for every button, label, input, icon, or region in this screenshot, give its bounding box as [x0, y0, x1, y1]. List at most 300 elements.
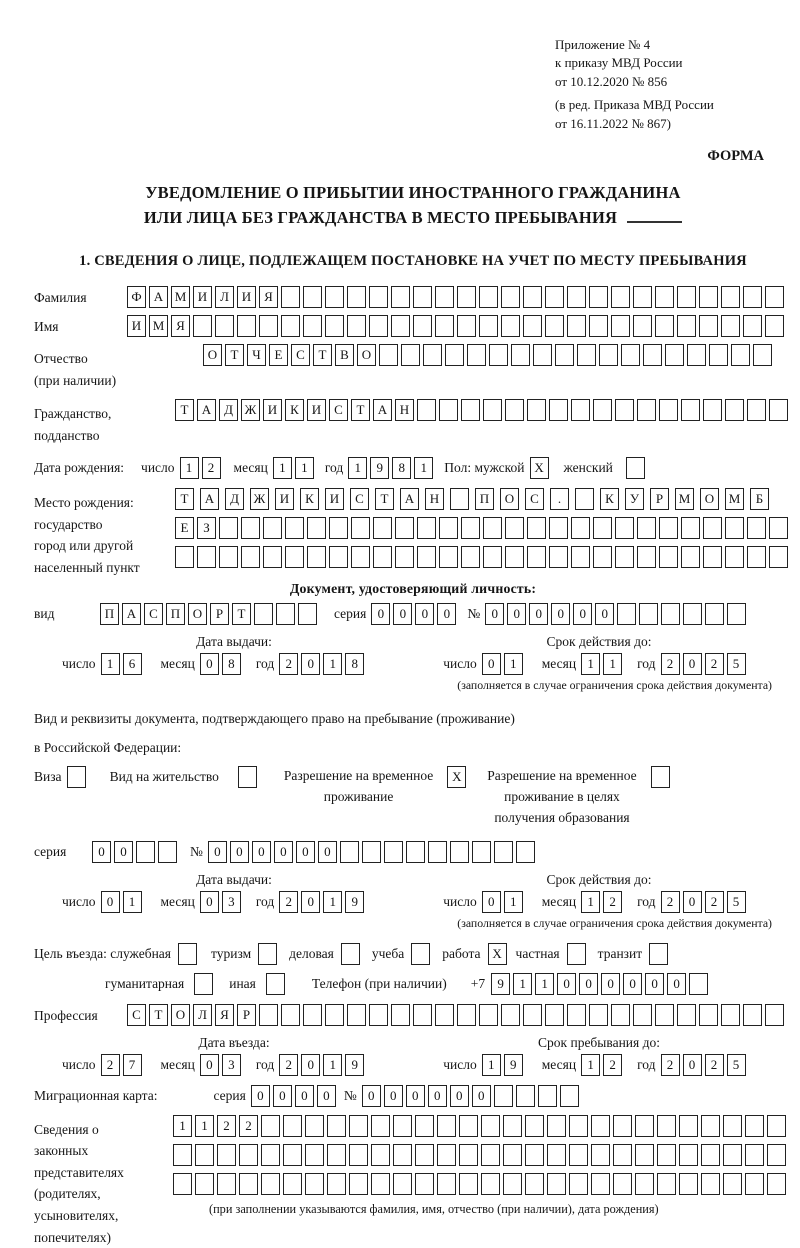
char-cell: А — [122, 603, 141, 625]
char-cell — [327, 1173, 346, 1195]
char-cell: 0 — [296, 841, 315, 863]
annex-note-line: (в ред. Приказа МВД России — [555, 97, 714, 113]
char-cell: 0 — [230, 841, 249, 863]
annex-line: от 10.12.2020 № 856 — [555, 73, 668, 89]
purpose-transit-label: транзит — [597, 945, 643, 961]
char-cell: 9 — [370, 457, 389, 479]
char-cell — [753, 344, 772, 366]
visa-label: Виза — [34, 768, 62, 784]
month-label: месяц — [541, 1056, 577, 1072]
char-cell: О — [203, 344, 222, 366]
representatives-label-line4: (родителях, — [34, 1186, 101, 1202]
char-cell — [523, 315, 542, 337]
char-cell: X — [488, 943, 507, 965]
char-cell — [298, 603, 317, 625]
permit-issue-day-cells — [101, 891, 145, 913]
form-title-line2: ИЛИ ЛИЦА БЕЗ ГРАЖДАНСТВА В МЕСТО ПРЕБЫВАНИЯ — [143, 208, 618, 228]
char-cell — [615, 546, 634, 568]
permit-valid-day-group — [443, 891, 526, 913]
char-cell — [569, 1144, 588, 1166]
char-cell — [351, 546, 370, 568]
char-cell — [349, 1115, 368, 1137]
char-cell — [325, 286, 344, 308]
doc-dates-row — [34, 653, 792, 675]
char-cell: Ж — [250, 488, 269, 510]
char-cell — [489, 344, 508, 366]
char-cell — [406, 841, 425, 863]
doc-issue-day-cells — [101, 653, 145, 675]
permit-paragraph — [34, 705, 792, 762]
purpose-other-checkbox — [266, 973, 288, 995]
char-cell: И — [325, 488, 344, 510]
char-cell — [307, 517, 326, 539]
sex-male-checkbox — [530, 457, 552, 479]
char-cell — [371, 1144, 390, 1166]
char-cell — [461, 399, 480, 421]
purpose-row2 — [105, 973, 792, 995]
year-label: год — [255, 656, 275, 672]
day-label: число — [141, 459, 175, 475]
char-cell — [325, 315, 344, 337]
char-cell: Р — [650, 488, 669, 510]
entry-dates-row — [34, 1054, 792, 1076]
birth-month-cells — [273, 457, 317, 479]
char-cell — [415, 1144, 434, 1166]
char-cell — [639, 603, 658, 625]
char-cell: 0 — [573, 603, 592, 625]
char-cell: И — [307, 399, 326, 421]
form-title — [34, 181, 792, 231]
char-cell: 5 — [727, 1054, 746, 1076]
char-cell: 2 — [101, 1054, 120, 1076]
char-cell — [341, 943, 360, 965]
char-cell — [525, 1144, 544, 1166]
permit-issue-year-group — [256, 891, 367, 913]
char-cell: К — [300, 488, 319, 510]
day-label: число — [62, 893, 96, 909]
char-cell: 2 — [603, 1054, 622, 1076]
char-cell: 0 — [507, 603, 526, 625]
char-cell — [428, 841, 447, 863]
char-cell — [505, 399, 524, 421]
citizenship-label-line2: подданство — [34, 427, 100, 443]
char-cell — [743, 286, 762, 308]
char-cell — [657, 1173, 676, 1195]
char-cell — [765, 1004, 784, 1026]
char-cell: С — [127, 1004, 146, 1026]
char-cell: К — [285, 399, 304, 421]
char-cell — [613, 1173, 632, 1195]
temp-education-label-line3: получения образования — [494, 809, 630, 825]
char-cell: 0 — [208, 841, 227, 863]
char-cell: 0 — [450, 1085, 469, 1107]
purpose-row — [34, 943, 792, 965]
doc-valid-year-cells — [661, 653, 749, 675]
form-title-line1: УВЕДОМЛЕНИЕ О ПРИБЫТИИ ИНОСТРАННОГО ГРАЖДАНИНА — [145, 183, 681, 203]
char-cell — [549, 517, 568, 539]
char-cell — [459, 1173, 478, 1195]
char-cell — [439, 517, 458, 539]
char-cell: 0 — [318, 841, 337, 863]
char-cell: 0 — [92, 841, 111, 863]
char-cell: 1 — [581, 1054, 600, 1076]
birth-place-label-line1: Место рождения: — [34, 494, 134, 510]
permit-valid-until-label: Срок действия до: — [546, 871, 652, 887]
migration-card-row — [34, 1085, 792, 1107]
char-cell — [659, 399, 678, 421]
phone-prefix: +7 — [470, 975, 486, 991]
stay-day-group — [443, 1054, 526, 1076]
char-cell — [391, 1004, 410, 1026]
char-cell — [175, 546, 194, 568]
birth-place-row1-cells — [175, 488, 791, 510]
year-label: год — [324, 459, 344, 475]
char-cell — [575, 488, 594, 510]
char-cell — [665, 344, 684, 366]
char-cell — [687, 344, 706, 366]
char-cell — [459, 1144, 478, 1166]
char-cell — [391, 315, 410, 337]
char-cell: 0 — [301, 653, 320, 675]
residence-permit-checkbox — [238, 766, 260, 788]
stay-day-cells — [482, 1054, 526, 1076]
surname-label: Фамилия — [34, 289, 87, 305]
birth-day-cells — [180, 457, 224, 479]
char-cell: 0 — [406, 1085, 425, 1107]
permit-issue-year-cells — [279, 891, 367, 913]
purpose-tourism-checkbox — [258, 943, 280, 965]
char-cell: Л — [215, 286, 234, 308]
birth-place-block — [34, 488, 792, 579]
char-cell: X — [530, 457, 549, 479]
char-cell — [635, 1115, 654, 1137]
permit-dates-row — [34, 891, 792, 913]
char-cell — [347, 1004, 366, 1026]
permit-issue-day-group — [62, 891, 145, 913]
char-cell: 0 — [301, 1054, 320, 1076]
char-cell: Я — [215, 1004, 234, 1026]
purpose-business-checkbox — [341, 943, 363, 965]
char-cell: 2 — [705, 653, 724, 675]
char-cell — [347, 315, 366, 337]
char-cell: М — [725, 488, 744, 510]
char-cell: 0 — [595, 603, 614, 625]
char-cell — [538, 1085, 557, 1107]
char-cell: 5 — [727, 653, 746, 675]
mig-number-cells — [362, 1085, 582, 1107]
char-cell — [261, 1115, 280, 1137]
char-cell: Р — [237, 1004, 256, 1026]
char-cell — [259, 1004, 278, 1026]
char-cell — [158, 841, 177, 863]
char-cell — [571, 399, 590, 421]
permit-valid-year-group — [637, 891, 748, 913]
char-cell: 0 — [114, 841, 133, 863]
char-cell — [197, 546, 216, 568]
char-cell: Т — [149, 1004, 168, 1026]
char-cell — [626, 457, 645, 479]
annex-line: к приказу МВД России — [555, 55, 683, 71]
char-cell: А — [149, 286, 168, 308]
char-cell — [258, 943, 277, 965]
char-cell — [555, 344, 574, 366]
char-cell — [307, 546, 326, 568]
month-label: месяц — [233, 459, 268, 475]
birth-year-cells — [348, 457, 436, 479]
char-cell: Н — [395, 399, 414, 421]
char-cell: 0 — [623, 973, 642, 995]
char-cell — [621, 344, 640, 366]
doc-kind-cells — [100, 603, 320, 625]
char-cell — [450, 841, 469, 863]
char-cell — [417, 399, 436, 421]
char-cell: Т — [313, 344, 332, 366]
char-cell — [303, 315, 322, 337]
char-cell: 9 — [345, 1054, 364, 1076]
char-cell — [527, 517, 546, 539]
char-cell — [699, 315, 718, 337]
char-cell — [699, 1004, 718, 1026]
char-cell — [281, 286, 300, 308]
char-cell: О — [357, 344, 376, 366]
char-cell — [593, 517, 612, 539]
char-cell — [238, 766, 257, 788]
char-cell: 8 — [222, 653, 241, 675]
char-cell — [593, 399, 612, 421]
char-cell: С — [329, 399, 348, 421]
char-cell: И — [237, 286, 256, 308]
char-cell — [461, 517, 480, 539]
char-cell: 0 — [472, 1085, 491, 1107]
char-cell — [516, 1085, 535, 1107]
char-cell — [413, 1004, 432, 1026]
year-label: год — [637, 893, 656, 909]
char-cell: 1 — [180, 457, 199, 479]
char-cell — [259, 315, 278, 337]
temp-education-label-line2: проживание в целях — [504, 788, 620, 804]
purpose-study-label: учеба — [371, 945, 405, 961]
char-cell: 1 — [504, 653, 523, 675]
purpose-business-label: деловая — [289, 945, 334, 961]
representatives-label-line6: попечителях) — [34, 1229, 111, 1245]
representatives-row2-cells — [173, 1144, 789, 1166]
char-cell — [769, 399, 788, 421]
char-cell: В — [335, 344, 354, 366]
char-cell: П — [100, 603, 119, 625]
char-cell: 2 — [661, 653, 680, 675]
char-cell — [413, 315, 432, 337]
char-cell — [195, 1173, 214, 1195]
char-cell — [303, 286, 322, 308]
day-label: число — [62, 656, 96, 672]
purpose-humanitarian-checkbox — [194, 973, 216, 995]
char-cell — [527, 399, 546, 421]
char-cell — [679, 1173, 698, 1195]
permit-number-cells — [208, 841, 538, 863]
char-cell: М — [149, 315, 168, 337]
char-cell — [369, 315, 388, 337]
char-cell: Е — [175, 517, 194, 539]
year-label: год — [255, 893, 275, 909]
char-cell: Н — [425, 488, 444, 510]
char-cell: З — [197, 517, 216, 539]
char-cell — [325, 1004, 344, 1026]
day-label: число — [443, 893, 477, 909]
patronymic-cells — [203, 344, 775, 366]
char-cell — [435, 315, 454, 337]
char-cell — [723, 1144, 742, 1166]
permit-dates-header — [34, 872, 792, 888]
char-cell: 0 — [274, 841, 293, 863]
doc-issue-date-label: Дата выдачи: — [196, 634, 272, 650]
temp-education-label — [487, 766, 636, 829]
entry-day-cells — [101, 1054, 145, 1076]
year-label: год — [637, 656, 656, 672]
char-cell — [599, 344, 618, 366]
entry-year-group — [256, 1054, 367, 1076]
char-cell: И — [275, 488, 294, 510]
char-cell — [239, 1144, 258, 1166]
char-cell: 0 — [273, 1085, 292, 1107]
char-cell: Ф — [127, 286, 146, 308]
char-cell — [329, 517, 348, 539]
char-cell — [435, 286, 454, 308]
char-cell: С — [350, 488, 369, 510]
purpose-business-trip-label: Цель въезда: служебная — [34, 945, 171, 961]
name-cells — [127, 315, 787, 337]
representatives-label-line2: законных — [34, 1143, 89, 1159]
char-cell — [281, 315, 300, 337]
permit-option-temp-residence — [284, 766, 469, 808]
char-cell: 2 — [217, 1115, 236, 1137]
char-cell: А — [200, 488, 219, 510]
annex-line: Приложение № 4 — [555, 37, 651, 52]
phone-label: Телефон (при наличии) — [311, 975, 447, 991]
char-cell: 0 — [371, 603, 390, 625]
char-cell — [611, 286, 630, 308]
char-cell — [683, 603, 702, 625]
char-cell: Ж — [241, 399, 260, 421]
char-cell — [173, 1173, 192, 1195]
char-cell — [569, 1115, 588, 1137]
char-cell — [725, 517, 744, 539]
char-cell — [481, 1144, 500, 1166]
char-cell: М — [675, 488, 694, 510]
char-cell: О — [500, 488, 519, 510]
char-cell: 5 — [727, 891, 746, 913]
char-cell — [681, 546, 700, 568]
citizenship-row — [34, 399, 792, 447]
char-cell — [327, 1144, 346, 1166]
annex-header — [555, 36, 792, 133]
char-cell — [527, 546, 546, 568]
char-cell: И — [193, 286, 212, 308]
char-cell — [591, 1115, 610, 1137]
char-cell — [369, 286, 388, 308]
char-cell: 1 — [348, 457, 367, 479]
purpose-private-label: частная — [515, 945, 560, 961]
char-cell: 3 — [222, 891, 241, 913]
char-cell: 9 — [491, 973, 510, 995]
char-cell — [523, 286, 542, 308]
purpose-transit-checkbox — [649, 943, 671, 965]
purpose-other-label: иная — [229, 975, 256, 991]
char-cell — [503, 1115, 522, 1137]
patronymic-row — [34, 344, 792, 392]
char-cell — [263, 546, 282, 568]
char-cell — [303, 1004, 322, 1026]
char-cell: 0 — [437, 603, 456, 625]
char-cell: О — [171, 1004, 190, 1026]
char-cell — [611, 1004, 630, 1026]
entry-year-cells — [279, 1054, 367, 1076]
char-cell — [457, 1004, 476, 1026]
char-cell: 1 — [323, 1054, 342, 1076]
char-cell: Е — [269, 344, 288, 366]
char-cell — [178, 943, 197, 965]
entry-day-group — [62, 1054, 145, 1076]
char-cell: 1 — [295, 457, 314, 479]
char-cell — [395, 517, 414, 539]
char-cell — [747, 546, 766, 568]
name-label: Имя — [34, 318, 59, 334]
char-cell — [615, 399, 634, 421]
entry-month-group — [161, 1054, 244, 1076]
char-cell — [679, 1144, 698, 1166]
patronymic-label — [34, 344, 203, 392]
char-cell: 2 — [661, 1054, 680, 1076]
char-cell — [661, 603, 680, 625]
birth-month-group — [234, 457, 317, 479]
sex-female-checkbox — [626, 457, 648, 479]
citizenship-cells — [175, 399, 791, 421]
char-cell — [395, 546, 414, 568]
char-cell: 0 — [428, 1085, 447, 1107]
purpose-business-trip-checkbox — [178, 943, 200, 965]
char-cell — [413, 286, 432, 308]
stay-until-label: Срок пребывания до: — [538, 1034, 660, 1050]
char-cell: 1 — [173, 1115, 192, 1137]
char-cell — [305, 1173, 324, 1195]
char-cell — [721, 1004, 740, 1026]
char-cell — [411, 943, 430, 965]
temp-residence-label-line2: проживание — [323, 788, 394, 804]
char-cell — [494, 841, 513, 863]
char-cell — [439, 546, 458, 568]
char-cell: 1 — [603, 653, 622, 675]
char-cell — [709, 344, 728, 366]
char-cell — [701, 1144, 720, 1166]
char-cell — [745, 1115, 764, 1137]
char-cell — [347, 286, 366, 308]
char-cell — [261, 1173, 280, 1195]
char-cell — [283, 1173, 302, 1195]
representatives-block — [34, 1115, 792, 1248]
char-cell — [373, 517, 392, 539]
char-cell — [637, 546, 656, 568]
char-cell — [633, 286, 652, 308]
char-cell: X — [447, 766, 466, 788]
char-cell — [195, 1144, 214, 1166]
char-cell: С — [525, 488, 544, 510]
char-cell — [549, 546, 568, 568]
permit-valid-month-cells — [581, 891, 625, 913]
char-cell — [721, 286, 740, 308]
char-cell: У — [625, 488, 644, 510]
char-cell — [635, 1173, 654, 1195]
char-cell — [560, 1085, 579, 1107]
purpose-work-checkbox — [488, 943, 510, 965]
